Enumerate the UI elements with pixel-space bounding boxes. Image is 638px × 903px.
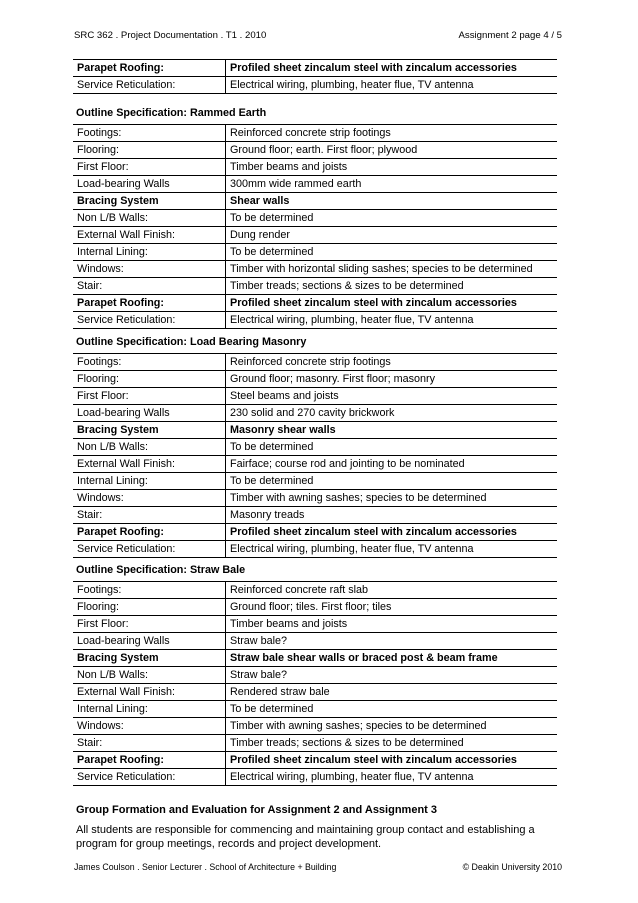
- row-value: Straw bale?: [226, 667, 558, 684]
- row-label: Stair:: [73, 278, 226, 295]
- row-label: Footings:: [73, 354, 226, 371]
- spec-table-rammed-earth: [73, 124, 557, 329]
- table-row: [73, 541, 557, 558]
- table-row: [73, 752, 557, 769]
- row-value: Masonry treads: [226, 507, 558, 524]
- row-value: To be determined: [226, 244, 558, 261]
- row-label: Service Reticulation:: [73, 769, 226, 786]
- row-value: Timber beams and joists: [226, 616, 558, 633]
- row-label: Service Reticulation:: [73, 541, 226, 558]
- table-row: [73, 456, 557, 473]
- row-value: To be determined: [226, 210, 558, 227]
- row-label: External Wall Finish:: [73, 684, 226, 701]
- row-label: Footings:: [73, 125, 226, 142]
- row-value: Electrical wiring, plumbing, heater flue, TV antenna: [226, 312, 558, 329]
- row-value: Masonry shear walls: [226, 422, 558, 439]
- row-value: To be determined: [226, 701, 558, 718]
- row-label: Footings:: [73, 582, 226, 599]
- table-row: [73, 667, 557, 684]
- row-label: External Wall Finish:: [73, 456, 226, 473]
- row-value: 300mm wide rammed earth: [226, 176, 558, 193]
- row-value: Timber treads; sections & sizes to be determined: [226, 735, 558, 752]
- table-row: [73, 388, 557, 405]
- row-label: Bracing System: [73, 193, 226, 210]
- row-label: Windows:: [73, 261, 226, 278]
- header-course: SRC 362 . Project Documentation . T1 . 2010: [74, 30, 267, 41]
- row-value: Ground floor; masonry. First floor; masonry: [226, 371, 558, 388]
- table-row: [73, 227, 557, 244]
- row-label: Non L/B Walls:: [73, 667, 226, 684]
- footer-copyright: © Deakin University 2010: [462, 862, 562, 872]
- row-value: Reinforced concrete strip footings: [226, 125, 558, 142]
- table-row: [73, 735, 557, 752]
- row-label: Service Reticulation:: [73, 77, 226, 94]
- header-page-number: Assignment 2 page 4 / 5: [458, 30, 562, 41]
- table-row: [73, 650, 557, 667]
- row-value: Shear walls: [226, 193, 558, 210]
- page-header: [74, 30, 562, 41]
- page-footer: [74, 862, 562, 872]
- row-value: To be determined: [226, 439, 558, 456]
- table-row: [73, 244, 557, 261]
- table-row: [73, 77, 557, 94]
- table-row: [73, 473, 557, 490]
- section-title-load-bearing-masonry: Outline Specification: Load Bearing Masonry: [76, 336, 307, 348]
- table-row: [73, 684, 557, 701]
- table-row: [73, 295, 557, 312]
- row-value: Timber with awning sashes; species to be determined: [226, 718, 558, 735]
- row-label: Parapet Roofing:: [73, 295, 226, 312]
- row-label: First Floor:: [73, 159, 226, 176]
- row-label: Bracing System: [73, 422, 226, 439]
- table-row: [73, 159, 557, 176]
- row-label: Bracing System: [73, 650, 226, 667]
- table-row: [73, 312, 557, 329]
- section-title-rammed-earth: Outline Specification: Rammed Earth: [76, 107, 267, 119]
- row-label: Flooring:: [73, 371, 226, 388]
- row-label: External Wall Finish:: [73, 227, 226, 244]
- row-value: Straw bale shear walls or braced post & beam frame: [226, 650, 558, 667]
- row-label: Windows:: [73, 490, 226, 507]
- row-label: Non L/B Walls:: [73, 210, 226, 227]
- table-row: [73, 507, 557, 524]
- row-label: Non L/B Walls:: [73, 439, 226, 456]
- table-row: [73, 176, 557, 193]
- table-row: [73, 439, 557, 456]
- row-value: To be determined: [226, 473, 558, 490]
- table-row: [73, 701, 557, 718]
- table-row: [73, 371, 557, 388]
- row-value: Dung render: [226, 227, 558, 244]
- table-row: [73, 490, 557, 507]
- row-label: Load-bearing Walls: [73, 176, 226, 193]
- row-value: Profiled sheet zincalum steel with zincalum accessories: [226, 60, 558, 77]
- row-label: Load-bearing Walls: [73, 405, 226, 422]
- row-value: Rendered straw bale: [226, 684, 558, 701]
- table-row: [73, 193, 557, 210]
- row-value: Ground floor; tiles. First floor; tiles: [226, 599, 558, 616]
- row-label: Load-bearing Walls: [73, 633, 226, 650]
- row-value: Timber with awning sashes; species to be determined: [226, 490, 558, 507]
- table-row: [73, 261, 557, 278]
- row-label: Windows:: [73, 718, 226, 735]
- row-value: Profiled sheet zincalum steel with zincalum accessories: [226, 295, 558, 312]
- table-row: [73, 582, 557, 599]
- table-row: [73, 422, 557, 439]
- row-value: Profiled sheet zincalum steel with zincalum accessories: [226, 752, 558, 769]
- row-value: Timber beams and joists: [226, 159, 558, 176]
- spec-table-load-bearing-masonry: [73, 353, 557, 558]
- row-label: Parapet Roofing:: [73, 524, 226, 541]
- row-label: Service Reticulation:: [73, 312, 226, 329]
- row-value: Timber with horizontal sliding sashes; species to be determined: [226, 261, 558, 278]
- spec-table-straw-bale: [73, 581, 557, 786]
- row-value: Electrical wiring, plumbing, heater flue, TV antenna: [226, 769, 558, 786]
- row-label: Internal Lining:: [73, 244, 226, 261]
- spec-table-continued: [73, 59, 557, 94]
- table-row: [73, 278, 557, 295]
- row-label: Stair:: [73, 507, 226, 524]
- table-row: [73, 60, 557, 77]
- table-row: [73, 354, 557, 371]
- table-row: [73, 142, 557, 159]
- row-value: Profiled sheet zincalum steel with zincalum accessories: [226, 524, 558, 541]
- row-label: First Floor:: [73, 388, 226, 405]
- row-label: Stair:: [73, 735, 226, 752]
- row-value: Reinforced concrete raft slab: [226, 582, 558, 599]
- table-row: [73, 718, 557, 735]
- table-row: [73, 769, 557, 786]
- table-row: [73, 405, 557, 422]
- row-label: First Floor:: [73, 616, 226, 633]
- row-value: Steel beams and joists: [226, 388, 558, 405]
- table-row: [73, 633, 557, 650]
- row-value: Straw bale?: [226, 633, 558, 650]
- row-value: Fairface; course rod and jointing to be nominated: [226, 456, 558, 473]
- row-label: Parapet Roofing:: [73, 60, 226, 77]
- table-row: [73, 210, 557, 227]
- table-row: [73, 125, 557, 142]
- row-label: Flooring:: [73, 599, 226, 616]
- group-formation-title: Group Formation and Evaluation for Assignment 2 and Assignment 3: [76, 804, 438, 816]
- row-value: Timber treads; sections & sizes to be determined: [226, 278, 558, 295]
- row-value: Ground floor; earth. First floor; plywood: [226, 142, 558, 159]
- footer-author: James Coulson . Senior Lecturer . School of Architecture + Building: [74, 862, 337, 872]
- row-label: Internal Lining:: [73, 701, 226, 718]
- row-value: 230 solid and 270 cavity brickwork: [226, 405, 558, 422]
- table-row: [73, 524, 557, 541]
- row-label: Parapet Roofing:: [73, 752, 226, 769]
- group-formation-body: All students are responsible for commencing and maintaining group contact and establishing a program for group meetings, records and project development.: [76, 824, 535, 850]
- row-label: Flooring:: [73, 142, 226, 159]
- table-row: [73, 616, 557, 633]
- row-value: Electrical wiring, plumbing, heater flue, TV antenna: [226, 77, 558, 94]
- section-title-straw-bale: Outline Specification: Straw Bale: [76, 564, 246, 576]
- row-value: Reinforced concrete strip footings: [226, 354, 558, 371]
- row-value: Electrical wiring, plumbing, heater flue, TV antenna: [226, 541, 558, 558]
- row-label: Internal Lining:: [73, 473, 226, 490]
- table-row: [73, 599, 557, 616]
